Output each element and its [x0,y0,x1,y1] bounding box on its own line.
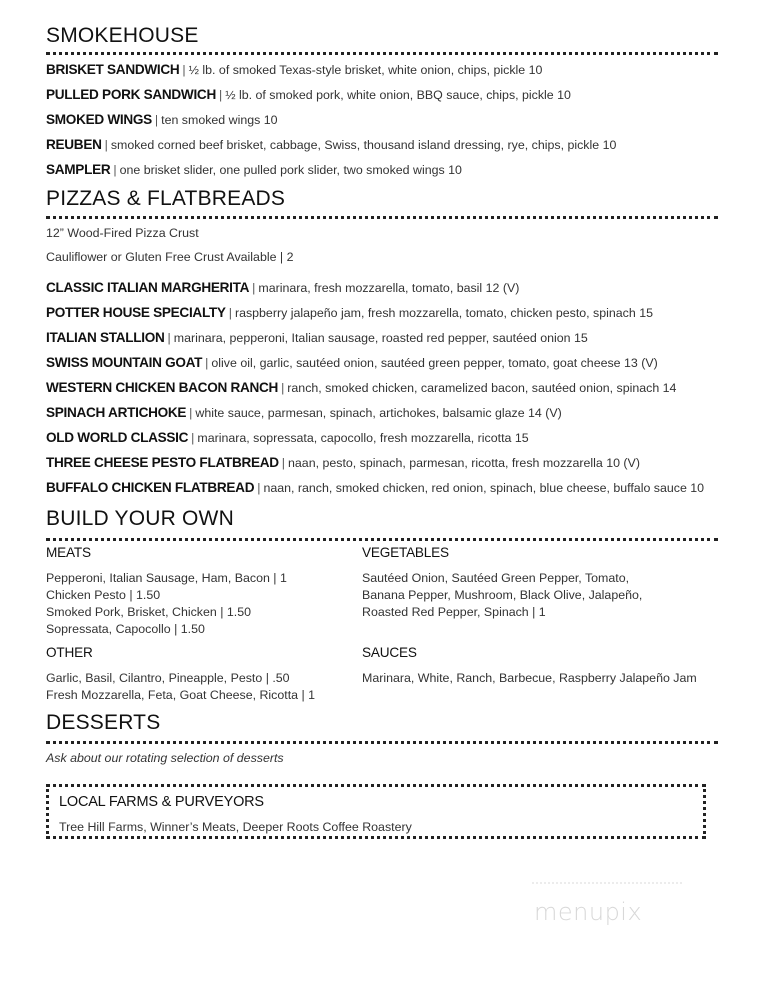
meats-line: Chicken Pesto | 1.50 [46,588,161,602]
separator: | [182,63,186,77]
item-name: THREE CHEESE PESTO FLATBREAD [46,455,279,470]
meats-heading: MEATS [46,545,91,560]
item-description: white sauce, parmesan, spinach, artichokes, balsamic glaze 14 (V) [195,406,562,420]
menu-item [46,62,542,77]
vegetables-list [362,570,642,621]
menu-item [46,455,640,470]
dotted-divider [46,538,718,541]
menu-item [46,480,704,495]
local-farms-box [46,784,706,839]
separator: | [189,406,193,420]
item-name: POTTER HOUSE SPECIALTY [46,305,226,320]
item-description: smoked corned beef brisket, cabbage, Swiss, thousand island dressing, rye, chips, pickle 10 [110,138,617,152]
item-name: SWISS MOUNTAIN GOAT [46,355,203,370]
meats-line: Pepperoni, Italian Sausage, Ham, Bacon | 1 [46,571,287,585]
vegetables-line: Banana Pepper, Mushroom, Black Olive, Jalapeño, [362,588,643,602]
menu-item [46,112,278,127]
other-list [46,670,315,704]
local-farms-title: LOCAL FARMS & PURVEYORS [59,794,264,810]
watermark-logo: menupix [534,898,643,926]
item-description: naan, ranch, smoked chicken, red onion, spinach, blue cheese, buffalo sauce 10 [263,481,705,495]
other-heading: OTHER [46,645,93,660]
menu-item [46,380,676,395]
item-name: OLD WORLD CLASSIC [46,430,189,445]
menu-item [46,87,571,102]
section-title-pizzas: PIZZAS & FLATBREADS [46,187,286,210]
meats-line: Sopressata, Capocollo | 1.50 [46,622,205,636]
menu-item [46,137,616,152]
item-description: one brisket slider, one pulled pork slider, two smoked wings 10 [119,163,462,177]
item-name: SAMPLER [46,162,111,177]
dotted-divider [46,741,718,744]
item-description: ranch, smoked chicken, caramelized bacon, sautéed onion, spinach 14 [287,381,677,395]
item-name: CLASSIC ITALIAN MARGHERITA [46,280,250,295]
menu-item [46,280,519,295]
dotted-divider [46,52,718,55]
vegetables-line: Roasted Red Pepper, Spinach | 1 [362,605,546,619]
item-name: SPINACH ARTICHOKE [46,405,187,420]
separator: | [281,381,285,395]
separator: | [113,163,117,177]
section-title-desserts: DESSERTS [46,711,161,734]
other-line: Garlic, Basil, Cilantro, Pineapple, Pesto | .50 [46,671,290,685]
item-description: ten smoked wings 10 [161,113,278,127]
local-farms-list: Tree Hill Farms, Winner’s Meats, Deeper Roots Coffee Roastery [59,820,412,834]
item-description: olive oil, garlic, sautéed onion, sautéed green pepper, tomato, goat cheese 13 (V) [211,356,658,370]
sauces-list [362,670,697,687]
item-name: REUBEN [46,137,102,152]
dotted-divider [46,216,718,219]
item-description: marinara, sopressata, capocollo, fresh mozzarella, ricotta 15 [197,431,529,445]
item-description: ½ lb. of smoked pork, white onion, BBQ sauce, chips, pickle 10 [225,88,571,102]
item-description: ½ lb. of smoked Texas-style brisket, white onion, chips, pickle 10 [188,63,543,77]
menu-item [46,355,658,370]
crust-option-note: Cauliflower or Gluten Free Crust Available | 2 [46,250,294,264]
separator: | [218,88,223,102]
item-description: raspberry jalapeño jam, fresh mozzarella, tomato, chicken pesto, spinach 15 [234,306,653,320]
meats-list [46,570,287,638]
sauces-heading: SAUCES [362,645,417,660]
separator: | [167,331,171,345]
watermark-tagline [532,882,682,890]
vegetables-line: Sautéed Onion, Sautéed Green Pepper, Tomato, [362,571,630,585]
other-line: Fresh Mozzarella, Feta, Goat Cheese, Ricotta | 1 [46,688,316,702]
separator: | [257,481,261,495]
item-name: ITALIAN STALLION [46,330,165,345]
item-name: PULLED PORK SANDWICH [46,87,216,102]
separator: | [154,113,159,127]
separator: | [191,431,195,445]
crust-note: 12” Wood-Fired Pizza Crust [46,226,199,240]
item-name: WESTERN CHICKEN BACON RANCH [46,380,279,395]
item-name: BRISKET SANDWICH [46,62,180,77]
separator: | [104,138,108,152]
menu-item [46,330,588,345]
item-name: BUFFALO CHICKEN FLATBREAD [46,480,255,495]
vegetables-heading: VEGETABLES [362,545,449,560]
separator: | [281,456,286,470]
item-description: marinara, fresh mozzarella, tomato, basil 12 (V) [258,281,520,295]
separator: | [228,306,232,320]
section-title-smokehouse: SMOKEHOUSE [46,24,199,47]
menu-item [46,430,529,445]
separator: | [205,356,209,370]
sauces-line: Marinara, White, Ranch, Barbecue, Raspberry Jalapeño Jam [362,671,697,685]
section-title-build-your-own: BUILD YOUR OWN [46,507,234,530]
item-description: naan, pesto, spinach, parmesan, ricotta, fresh mozzarella 10 (V) [288,456,640,470]
menu-item [46,162,462,177]
item-description: marinara, pepperoni, Italian sausage, roasted red pepper, sautéed onion 15 [173,331,588,345]
desserts-note: Ask about our rotating selection of desserts [46,751,284,765]
item-name: SMOKED WINGS [46,112,152,127]
meats-line: Smoked Pork, Brisket, Chicken | 1.50 [46,605,251,619]
menu-item [46,405,562,420]
menu-item [46,305,653,320]
separator: | [252,281,256,295]
